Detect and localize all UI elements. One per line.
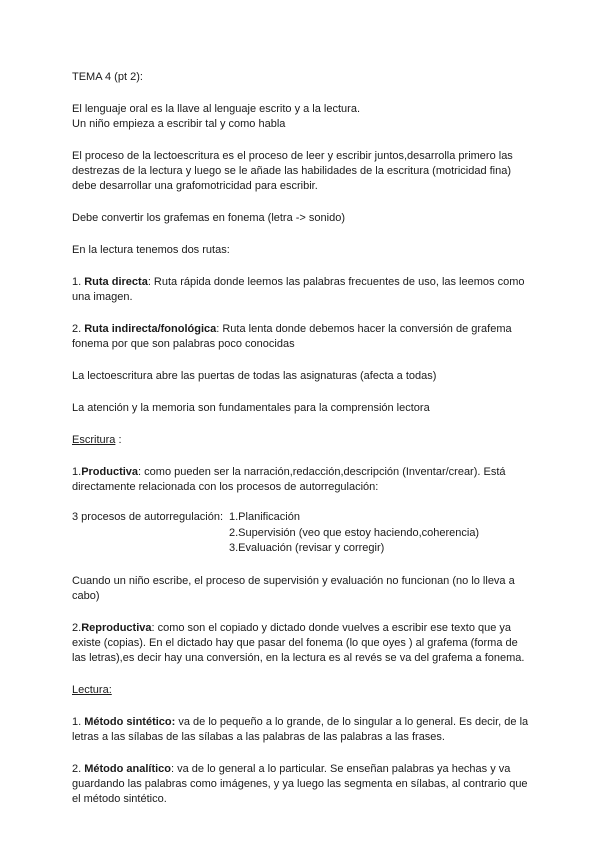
paragraph-cuando: Cuando un niño escribe, el proceso de supervisión y evaluación no funcionan (no lo lleva a cabo) <box>72 574 515 602</box>
metodo-sintetico-item <box>72 715 532 745</box>
reproductiva-term: Reproductiva <box>81 621 152 634</box>
ruta-indirecta-item <box>72 322 532 352</box>
page-title: TEMA 4 (pt 2): <box>72 71 143 83</box>
productiva-term: Productiva <box>81 466 139 478</box>
ruta-directa-item <box>72 275 532 305</box>
productiva-number: 1. <box>72 466 82 478</box>
paragraph-rutas: En la lectura tenemos dos rutas: <box>72 244 230 256</box>
ruta-directa-number: 1. <box>72 276 85 288</box>
productiva-item <box>72 465 532 495</box>
analitico-number: 2. <box>72 762 85 775</box>
proceso-item: 3.Evaluación (revisar y corregir) <box>229 542 385 554</box>
paragraph-proceso: El proceso de la lectoescritura es el proceso de leer y escribir juntos,desarrolla primero las destrezas de la lectura y luego se le añade las habilidades de la escritura (motricidad fina) debe desarrollar una grafomotricidad para escribir. <box>72 150 513 192</box>
paragraph-puertas: La lectoescritura abre las puertas de todas las asignaturas (afecta a todas) <box>72 370 437 382</box>
escritura-heading: Escritura <box>72 434 116 446</box>
proceso-item: 2.Supervisión (veo que estoy haciendo,coherencia) <box>229 526 480 539</box>
paragraph-atencion: La atención y la memoria son fundamentales para la comprensión lectora <box>72 402 430 414</box>
productiva-text: : como pueden ser la narración,redacción,descripción (Inventar/crear). Está directamente relacionada con los procesos de autorregulación: <box>72 466 506 493</box>
lectura-heading: Lectura: <box>72 683 112 696</box>
escritura-heading-line <box>72 433 532 448</box>
document-body <box>72 70 532 807</box>
ruta-indirecta-number: 2. <box>72 323 85 335</box>
sintetico-term: Método sintético: <box>84 715 176 728</box>
ruta-indirecta-term: Ruta indirecta/fonológica <box>84 323 217 335</box>
metodo-analitico-item <box>72 762 532 807</box>
intro-line-1: El lenguaje oral es la llave al lenguaje escrito y a la lectura. <box>72 103 360 115</box>
procesos-label: 3 procesos de autorregulación: <box>72 511 224 523</box>
sintetico-text: va de lo pequeño a lo grande, de lo singular a lo general. Es decir, de la letras a las sílabas de las sílabas a las palabras de las palabras a las frases. <box>72 715 529 743</box>
analitico-term: Método analítico <box>84 762 172 775</box>
ruta-directa-term: Ruta directa <box>84 276 148 288</box>
reproductiva-text: : como son el copiado y dictado donde vuelves a escribir ese texto que ya existe (copias). En el dictado hay que pasar del fonema (lo que oyes ) al grafema (forma de las letras),es decir hay una conversión, en la lectura es al revés se va del grafema a fonema. <box>72 621 525 664</box>
paragraph-convertir: Debe convertir los grafemas en fonema (letra -> sonido) <box>72 212 345 224</box>
reproductiva-number: 2. <box>72 621 82 634</box>
reproductiva-item <box>72 621 532 666</box>
procesos-autorregulacion <box>72 510 532 557</box>
ruta-indirecta-text: : Ruta lenta donde debemos hacer la conversión de grafema fonema por que son palabras poco conocidas <box>72 323 512 350</box>
analitico-text: : va de lo general a lo particular. Se enseñan palabras ya hechas y va guardando las palabras como imágenes, y ya luego las segmenta en sílabas, al contrario que el método sintético. <box>72 762 528 805</box>
proceso-item: 1.Planificación <box>229 511 300 523</box>
ruta-directa-text: : Ruta rápida donde leemos las palabras frecuentes de uso, las leemos como una imagen. <box>72 276 525 303</box>
intro-line-2: Un niño empieza a escribir tal y como habla <box>72 118 286 130</box>
procesos-list <box>229 510 479 557</box>
sintetico-number: 1. <box>72 715 85 728</box>
escritura-heading-colon: : <box>115 434 122 446</box>
